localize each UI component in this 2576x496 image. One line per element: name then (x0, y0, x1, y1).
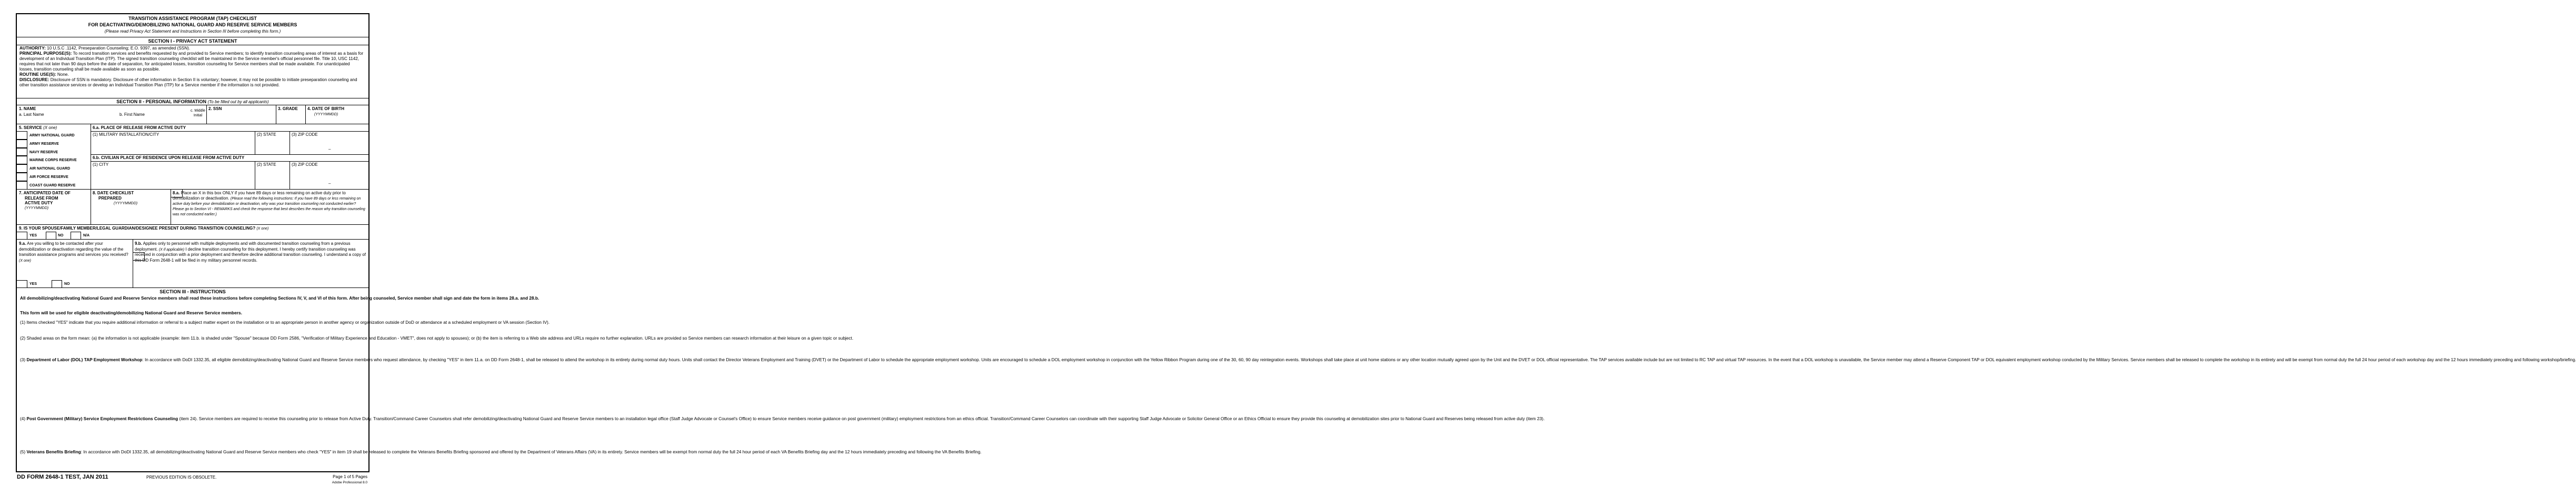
dates-row (17, 190, 368, 225)
section-3-title: SECTION III - INSTRUCTIONS (159, 289, 226, 294)
page-number: Page 1 of 5 Pages (333, 474, 367, 479)
form-frame (16, 13, 2576, 472)
section-3-instructions (17, 288, 2576, 473)
residence-label: 6.b. CIVILIAN PLACE OF RESIDENCE UPON RELEASE FROM ACTIVE DUTY (93, 155, 245, 160)
instruction-5: (5) Veterans Benefits Briefing: In accordance with DoDI 1332.35, all demobilizing/deactivating National Guard and Reserve Service members who check "YES" in item 19 shall be released to complete the Veterans Benefits Briefing sponsored and offered by the Department of Veterans Affairs (VA) in its entirety. Service members will be exempt from normal duty the full 24 hour period of each VA Benefits Briefing day and the 12 hours immediately preceding and following the VA Benefits Briefing. (20, 449, 982, 454)
installation-label: (1) MILITARY INSTALLATION/CITY (93, 132, 159, 137)
form-header (17, 14, 368, 37)
first-name-label: b. First Name (119, 112, 145, 117)
section-2-title-row (17, 98, 368, 105)
q8a-checkbox[interactable] (171, 190, 183, 197)
q9a-yes-checkbox[interactable] (17, 280, 27, 288)
section-1-privacy (17, 37, 368, 98)
service-option-label: AIR NATIONAL GUARD (29, 167, 71, 171)
software-version: Adobe Professional 8.0 (332, 481, 367, 484)
release-state-label: (2) STATE (257, 132, 276, 137)
q9-na-checkbox[interactable] (71, 232, 81, 240)
service-note: (X one) (43, 125, 57, 130)
instruction-intro: All demobilizing/deactivating National Guard and Reserve Service members shall read these instructions before completing Sections IV, V, and VI of this form. After being counseled, Service member shall sign and date the form in items 28.a. and 28.b. (20, 295, 540, 301)
last-name-label: a. Last Name (19, 112, 44, 117)
privacy-act-statement: AUTHORITY: 10 U.S.C .1142, Preseparation Counseling; E.O. 9397, as amended (SSN). PRINCIPAL PURPOSE(S): To record transition services and benefits requested by and provided to Service members; to identify transition counseling areas of interest as a basis for development of an Individual Transition Plan (ITP). The signed transition counseling checklist will be maintained in the Service member's official personnel file. Title 10, USC 1142, requires that not later than 90 days before the date of separation, for anticipated losses, transition counseling for Service members shall be made available. For unanticipated losses, transition counseling shall be made available as soon as possible. ROUTINE USE(S): None. DISCLOSURE: Disclosure of SSN is mandatory. Disclosure of other information in Section II is voluntary; however, it may not be possible to initiate preseparation counseling and other transition assistance services or develop an Individual Transition Plan (ITP) for a Service member if the information is not provided. (19, 46, 364, 87)
ssn-label: 2. SSN (208, 106, 222, 111)
service-checkbox-1[interactable] (17, 140, 27, 148)
q8a-text: 8.a. Place an X in this box ONLY if you have 89 days or less remaining on active duty prior to demobilization or deactivation. (Please read the following instructions: If you have 89 days or less remaining on active duty before your demobilization or deactivation, why was your transition counseling not conducted earlier? Please go to Section VI - REMARKS and check the response that best describes the reason why transition counseling was not conducted earlier.) (173, 191, 365, 216)
instruction-3: (3) Department of Labor (DOL) TAP Employment Workshop: In accordance with DoDI 1332.35, all eligible demobilizing/deactivating National Guard and Reserve Service members who request attendance, by checking "YES" in item 11.a. on DD Form 2648-1, shall be released to attend the workshop in its entirety during normal duty hours. Units shall contact the Director Veterans Employment and Training (DVET) or the Department of Labor to schedule the appropriate employment workshop. Units are encouraged to schedule a DOL employment workshop in conjunction with the Yellow Ribbon Program during one of the 30, 60, 90 day reintegration events. Workshops shall take place at unit home stations or any other location mutually agreed upon by the Unit and the DVET or DOL official representative. The TAP services available include but are not limited to RC TAP and virtual TAP resources. In the event that a DOL workshop is unavailable, the Service member may attend a Reserve Component TAP or DOL equivalent employment workshop conducted by the Military Services. Service members shall be released to complete the workshop in its entirety and will be exempt from normal duty the full 24 hour period of each workshop day and the 12 hours immediately preceding and following workshop/briefing. (20, 357, 2576, 362)
q9-no-checkbox[interactable] (46, 232, 56, 240)
service-checkbox-2[interactable] (17, 148, 27, 156)
service-option-label: ARMY RESERVE (29, 142, 59, 146)
q9b-text: 9.b. Applies only to personnel with multiple deployments and with documented transition counseling from a previous deployment. (X if applicable) I decline transition counseling for this deployment. I hereby certify transition counseling was received in conjunction with a prior deployment and therefore decline additional transition counseling. I understand a copy of this DD Form 2648-1 will be filed in my military personnel records. (135, 241, 366, 263)
q9-yes-label: YES (29, 234, 37, 237)
name-input[interactable] (17, 113, 206, 119)
service-place-row (17, 124, 368, 190)
city-label: (1) CITY (93, 162, 109, 167)
section-2-title: SECTION II - PERSONAL INFORMATION (116, 99, 206, 104)
residence-state-label: (2) STATE (257, 162, 276, 167)
release-zip-label: (3) ZIP CODE (292, 132, 318, 137)
form-footer (16, 473, 370, 494)
q9-no-label: NO (58, 234, 64, 237)
grade-label: 3. GRADE (278, 106, 298, 111)
anticipated-date-label: 7. ANTICIPATED DATE OF RELEASE FROM ACTIVE DUTY (19, 191, 71, 205)
release-zip-dash: – (328, 147, 331, 152)
service-label: 5. SERVICE (19, 125, 42, 130)
instruction-eligibility: This form will be used for eligible deactivating/demobilizing National Guard and Reserve Service members. (20, 310, 242, 315)
q9-note: (X one) (256, 227, 269, 231)
q9a-no-label: NO (64, 282, 70, 286)
section-2-note: (To be filled out by all applicants) (207, 100, 269, 104)
service-checkbox-0[interactable] (17, 131, 27, 140)
service-checkbox-5[interactable] (17, 173, 27, 181)
name-label: 1. NAME (19, 106, 36, 111)
service-option-label: COAST GUARD RESERVE (29, 183, 76, 187)
q9-yes-checkbox[interactable] (17, 232, 27, 240)
service-checkbox-3[interactable] (17, 156, 27, 164)
q9b-checkbox[interactable] (133, 252, 145, 261)
instruction-1: (1) Items checked "YES" indicate that you require additional information or referral to a subject matter expert on the installation or to an appropriate person in another agency or organization outside of DoD or attendance at a scheduled employment or VA session (Section IV). (20, 320, 550, 325)
form-id: DD FORM 2648-1 TEST, JAN 2011 (17, 474, 108, 480)
checklist-date-format: (YYYYMMDD) (114, 202, 138, 205)
service-option-label: NAVY RESERVE (29, 150, 58, 154)
instruction-2: (2) Shaded areas on the form mean: (a) the information is not applicable (example: item 11.b. is shaded under "Spouse" because DD Form 2586, "Verification of Military Experience and Education - VMET", does not apply to spouses); or (b) the item is referring to a Web site address and URLs require no further explanation. URLs are provided so Service members can research information at their leisure on a given topic or subject. (20, 335, 854, 341)
section-1-title: SECTION I - PRIVACY ACT STATEMENT (148, 38, 237, 44)
q9-na-label: N/A (83, 234, 90, 237)
residence-zip-label: (3) ZIP CODE (292, 162, 318, 167)
residence-zip-dash: – (328, 181, 331, 186)
q9-row (17, 225, 368, 240)
q9a-q9b-row (17, 240, 368, 288)
dob-label: 4. DATE OF BIRTH (307, 106, 345, 111)
service-option-label: ARMY NATIONAL GUARD (29, 134, 75, 137)
middle-initial-label: c. Middle Initial (191, 109, 206, 117)
form-title-line1: TRANSITION ASSISTANCE PROGRAM (TAP) CHECKLIST (128, 16, 257, 21)
form-subtitle: (Please read Privacy Act Statement and Instructions in Section III before completing this form.) (104, 29, 281, 34)
service-checkbox-4[interactable] (17, 164, 27, 173)
name-ssn-row (17, 105, 368, 124)
q9a-no-checkbox[interactable] (52, 280, 62, 288)
service-option-label: AIR FORCE RESERVE (29, 175, 68, 179)
q9-label: 9. IS YOUR SPOUSE/FAMILY MEMBER/LEGAL GUARDIAN/DESIGNEE PRESENT DURING TRANSITION COUNSELING? (19, 226, 256, 231)
checklist-date-label: 8. DATE CHECKLIST PREPARED (93, 191, 134, 201)
dob-format: (YYYYMMDD) (314, 113, 338, 116)
form-title-line2: FOR DEACTIVATING/DEMOBILIZING NATIONAL GUARD AND RESERVE SERVICE MEMBERS (88, 22, 297, 27)
obsolete-notice: PREVIOUS EDITION IS OBSOLETE. (146, 475, 217, 480)
instruction-4: (4) Post Government (Military) Service Employment Restrictions Counseling (item 24). Service members are required to receive this counseling prior to release from Active Duty. Transition/Command Career Counselors shall refer demobilizing/deactivating National Guard and Reserve Service members to an installation legal office (Staff Judge Advocate or Counsel's Office) to ensure Service members receive guidance on post government (military) employment restrictions from an ethics official. Transition/Command Career Counselors can coordinate with their supporting Staff Judge Advocate or Solicitor General Office or an Ethics Official to ensure they provide this counseling at demobilization sites prior to National Guard and Reserves being released from active duty (item 23). (20, 416, 1545, 421)
q9a-text: 9.a. Are you willing to be contacted after your demobilization or deactivation regarding the value of the transition assistance programs and services you received? (X one) (19, 241, 128, 263)
release-place-label: 6.a. PLACE OF RELEASE FROM ACTIVE DUTY (93, 125, 186, 130)
anticipated-date-format: (YYYYMMDD) (25, 206, 49, 210)
service-option-label: MARINE CORPS RESERVE (29, 158, 77, 163)
service-checkbox-6[interactable] (17, 181, 27, 190)
q9a-yes-label: YES (29, 282, 37, 286)
